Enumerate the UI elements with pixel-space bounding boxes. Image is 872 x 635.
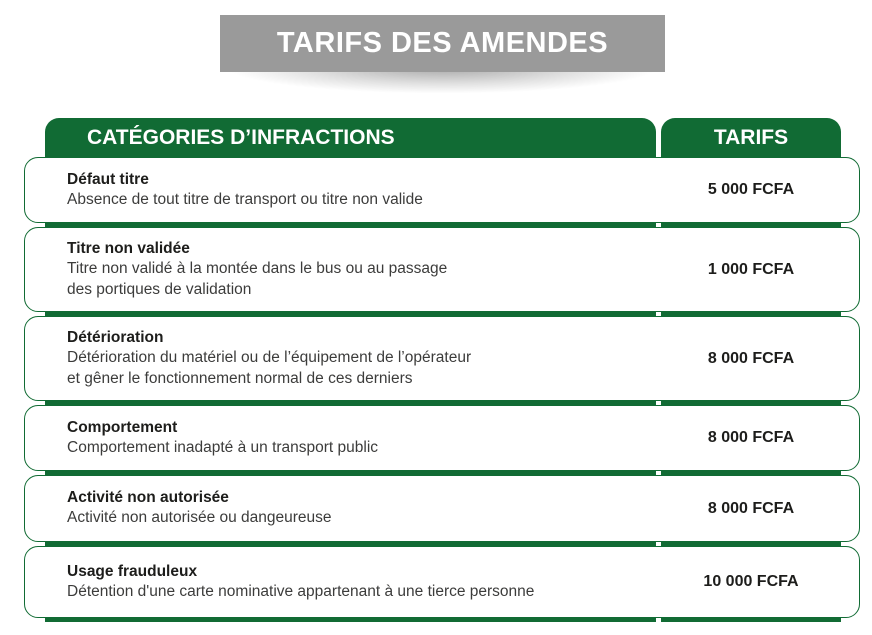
table-row (24, 546, 860, 622)
infraction-description: Détérioration du matériel ou de l’équipement de l’opérateur (67, 349, 472, 366)
table-row (24, 405, 860, 475)
infraction-price: 10 000 FCFA (703, 573, 799, 590)
header-categories: CATÉGORIES D’INFRACTIONS (45, 118, 656, 158)
table-row (24, 157, 860, 227)
infraction-price: 5 000 FCFA (707, 181, 795, 198)
infraction-description-line2: et gêner le fonctionnement normal de ces derniers (67, 369, 413, 387)
header-tarifs: TARIFS (661, 118, 841, 158)
infraction-title: Défaut titre (67, 170, 149, 188)
table-row (24, 316, 860, 405)
infraction-description: Détention d'une carte nominative appartenant à une tierce personne (67, 582, 535, 600)
table-row (24, 475, 860, 546)
infraction-title: Comportement (67, 418, 178, 436)
infraction-description: Absence de tout titre de transport ou titre non valide (67, 190, 423, 208)
infraction-price: 8 000 FCFA (707, 429, 795, 446)
infraction-price: 8 000 FCFA (707, 499, 795, 517)
table-row (24, 227, 860, 316)
page-title: TARIFS DES AMENDES (220, 15, 665, 72)
infraction-description: Titre non validé à la montée dans le bus ou au passage (67, 260, 448, 277)
infraction-price: 1 000 FCFA (707, 260, 795, 278)
infraction-title: Activité non autorisée (67, 489, 229, 507)
infraction-description: Comportement inadapté à un transport public (67, 438, 379, 456)
infraction-price: 8 000 FCFA (707, 349, 795, 367)
infraction-description-line2: des portiques de validation (67, 280, 252, 298)
infraction-title: Titre non validée (67, 240, 190, 257)
infraction-description: Activité non autorisée ou dangeureuse (67, 509, 332, 527)
infraction-title: Détérioration (67, 329, 164, 346)
title-banner (220, 15, 665, 95)
infraction-title: Usage frauduleux (67, 562, 198, 580)
